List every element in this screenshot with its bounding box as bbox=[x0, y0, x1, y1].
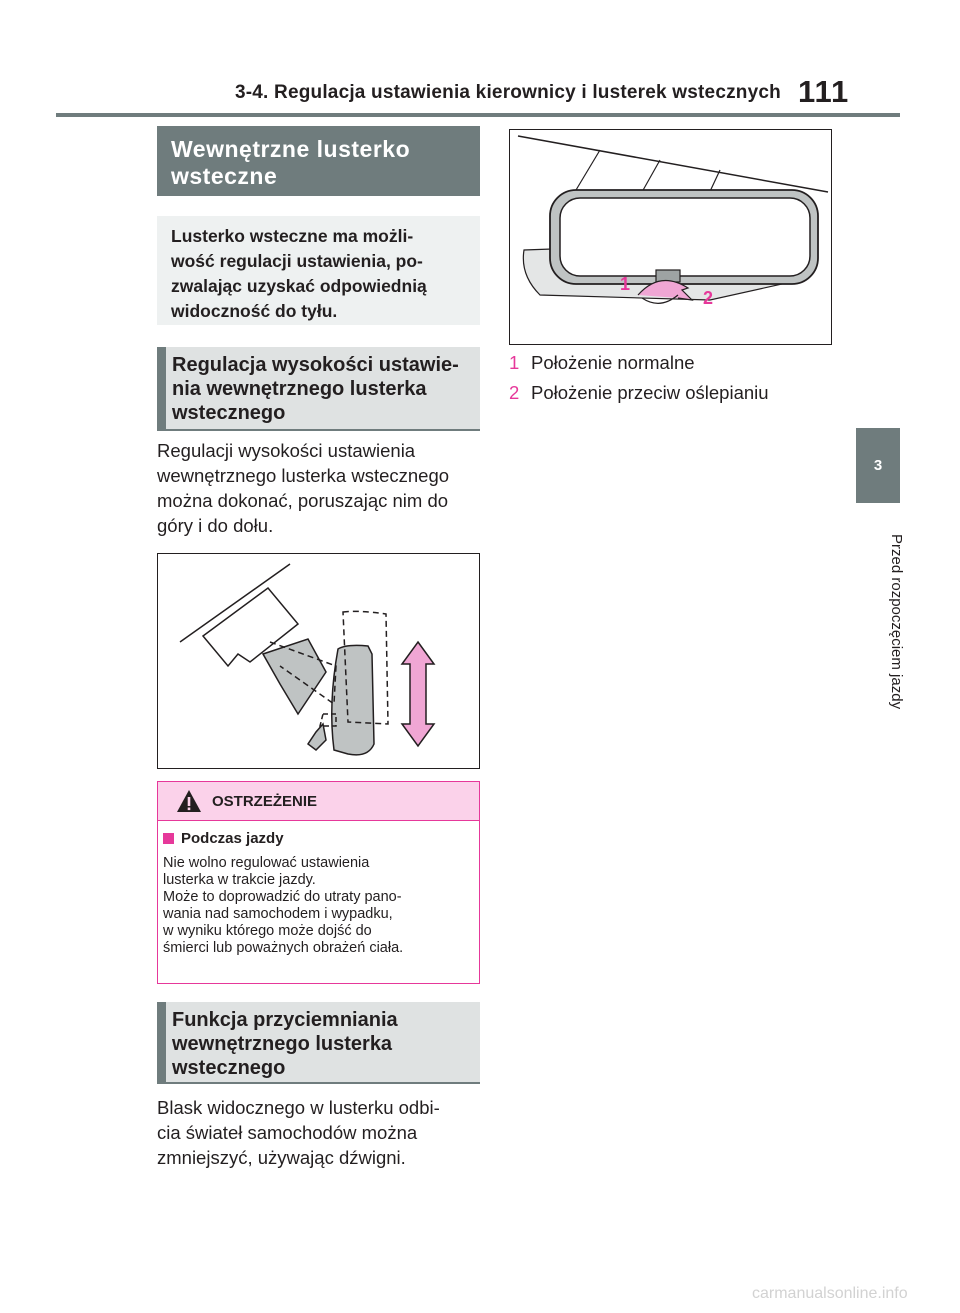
subsection-line: wewnętrznego lusterka bbox=[172, 1033, 393, 1055]
watermark: carmanualsonline.info bbox=[752, 1285, 908, 1302]
warning-triangle-icon bbox=[176, 789, 202, 813]
section-title-line: Wewnętrzne lusterko bbox=[171, 136, 411, 162]
warning-header bbox=[158, 782, 479, 821]
warning-line: Może to doprowadzić do utraty pano- bbox=[163, 889, 402, 905]
warning-line: wania nad samochodem i wypadku, bbox=[163, 906, 393, 922]
chapter-label: Przed rozpoczęciem jazdy bbox=[888, 534, 905, 710]
body-line: cia świateł samochodów można bbox=[157, 1122, 418, 1143]
legend-text: Położenie przeciw oślepianiu bbox=[531, 382, 769, 403]
subsection-line: Funkcja przyciemniania bbox=[172, 1009, 398, 1031]
body-line: zmniejszyć, używając dźwigni. bbox=[157, 1147, 406, 1168]
subsection-line: Regulacja wysokości ustawie- bbox=[172, 354, 459, 376]
subsection-line: nia wewnętrznego lusterka bbox=[172, 378, 427, 400]
body-line: można dokonać, poruszając nim do bbox=[157, 490, 449, 511]
legend-text: Położenie normalne bbox=[531, 352, 695, 373]
chapter-tab: 3 bbox=[856, 428, 900, 503]
figure-mirror-height bbox=[157, 553, 480, 769]
bullet-square-icon bbox=[163, 833, 174, 844]
body-line: wewnętrznego lusterka wstecznego bbox=[157, 465, 450, 486]
legend-number: 2 bbox=[509, 382, 520, 403]
warning-line: w wyniku którego może dojść do bbox=[163, 923, 372, 939]
body-line: Regulacji wysokości ustawienia bbox=[157, 440, 416, 461]
subsection-line: wstecznego bbox=[172, 402, 286, 424]
warning-text bbox=[163, 855, 475, 957]
legend-number: 1 bbox=[509, 352, 520, 373]
warning-title: OSTRZEŻENIE bbox=[212, 792, 318, 810]
dimming-text bbox=[157, 1095, 487, 1170]
body-line: Blask widocznego w lusterku odbi- bbox=[157, 1097, 440, 1118]
intro-box bbox=[157, 216, 480, 325]
body-line: góry i do dołu. bbox=[157, 515, 274, 536]
mirror-dimming-illustration bbox=[510, 130, 831, 344]
fig-label-1: 1 bbox=[620, 274, 631, 294]
intro-line: zwalając uzyskać odpowiednią bbox=[171, 276, 427, 296]
header-rule bbox=[56, 113, 900, 117]
warning-box bbox=[157, 781, 480, 984]
warning-line: Nie wolno regulować ustawienia bbox=[163, 855, 370, 871]
warning-subheading-text: Podczas jazdy bbox=[181, 830, 284, 847]
page-number: 111 bbox=[798, 74, 850, 109]
header-title: 3-4. Regulacja ustawienia kierownicy i lusterek wstecznych bbox=[235, 82, 781, 103]
height-adjust-text bbox=[157, 438, 487, 538]
legend-item bbox=[509, 352, 695, 374]
figure-mirror-dimming bbox=[509, 129, 832, 345]
subsection-dimming bbox=[157, 1002, 480, 1084]
section-title-inner-mirror bbox=[157, 126, 480, 196]
intro-line: widoczność do tyłu. bbox=[171, 301, 338, 321]
warning-line: śmierci lub poważnych obrażeń ciała. bbox=[163, 940, 404, 956]
warning-subheading bbox=[163, 830, 284, 847]
fig-label-2: 2 bbox=[703, 288, 714, 308]
subsection-line: wstecznego bbox=[172, 1057, 286, 1079]
warning-line: lusterka w trakcie jazdy. bbox=[163, 872, 316, 888]
subsection-height-adjust bbox=[157, 347, 480, 431]
mirror-height-illustration bbox=[158, 554, 479, 768]
legend-item bbox=[509, 382, 769, 404]
intro-line: wość regulacji ustawienia, po- bbox=[171, 251, 423, 271]
section-title-line: wsteczne bbox=[171, 163, 278, 189]
intro-line: Lusterko wsteczne ma możli- bbox=[171, 226, 414, 246]
